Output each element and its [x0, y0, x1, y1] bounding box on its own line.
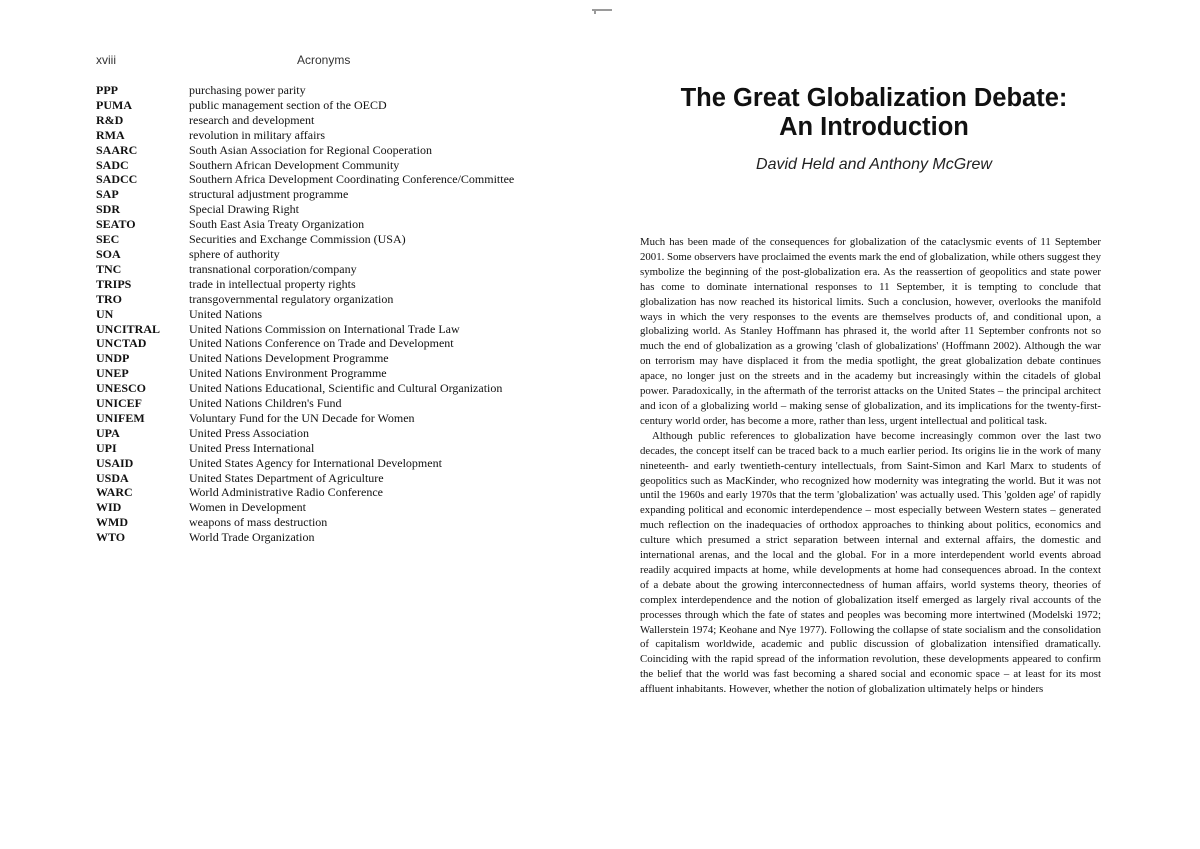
acronym-row — [96, 441, 566, 456]
acronym-abbr: WARC — [96, 485, 133, 500]
acronym-row — [96, 515, 566, 530]
acronym-abbr: USDA — [96, 470, 129, 485]
acronym-definition: transgovernmental regulatory organization — [189, 291, 394, 306]
acronym-definition: structural adjustment programme — [189, 187, 349, 202]
acronym-row — [96, 292, 566, 307]
acronym-row — [96, 217, 566, 232]
acronym-definition: United Nations Educational, Scientific and Cultural Organization — [189, 381, 503, 396]
acronym-row — [96, 396, 566, 411]
left-page-header — [96, 53, 556, 69]
acronym-row — [96, 128, 566, 143]
acronym-abbr: SDR — [96, 202, 121, 217]
acronym-abbr: PPP — [96, 83, 118, 97]
acronym-abbr: UNCTAD — [96, 336, 147, 351]
acronym-definition: revolution in military affairs — [189, 127, 326, 142]
chapter-title — [640, 84, 1108, 142]
chapter-title-line-2: An Introduction — [779, 113, 969, 141]
acronym-abbr: UNICEF — [96, 396, 143, 411]
acronym-abbr: SOA — [96, 246, 121, 261]
chapter-title-line-1: The Great Globalization Debate: — [680, 84, 1068, 112]
acronym-definition: United Press Association — [189, 425, 309, 440]
acronym-row — [96, 456, 566, 471]
acronym-row — [96, 471, 566, 486]
acronym-abbr: UNEP — [96, 366, 129, 381]
acronym-definition: research and development — [189, 112, 315, 127]
chapter-body — [640, 235, 1101, 697]
acronym-abbr: PUMA — [96, 97, 132, 112]
acronym-row — [96, 172, 566, 187]
acronym-row — [96, 83, 566, 98]
acronym-abbr: UNDP — [96, 351, 130, 366]
acronym-definition: Women in Development — [189, 500, 307, 515]
acronym-abbr: SADC — [96, 157, 129, 172]
acronym-abbr: WTO — [96, 530, 126, 545]
acronym-definition: World Trade Organization — [189, 530, 315, 545]
acronym-definition: Special Drawing Right — [189, 202, 299, 217]
acronym-row — [96, 247, 566, 262]
acronym-abbr: UNIFEM — [96, 410, 145, 425]
acronym-list — [96, 83, 566, 545]
acronym-definition: United Nations Commission on International Trade Law — [189, 321, 460, 336]
acronym-definition: weapons of mass destruction — [189, 515, 328, 530]
acronym-row — [96, 336, 566, 351]
acronym-abbr: SADCC — [96, 172, 138, 187]
body-paragraph: Much has been made of the consequences for globalization of the cataclysmic events of 11 September 2001. Some observers have proclaimed the events mark the end of globalization, while others suggest they symbolize the beginning of the post-globalization era. As the reassertion of geopolitics and state power has come to dominate international responses to 11 September, it is tempting to conclude that globalization has now reached its historical limits. Such a conclusion, however, overlooks the manifold ways in which the very responses to the events are themselves products of, and conditional upon, a globalizing world. As Stanley Hoffmann has phrased it, the world after 11 September confronts not so much the end of globalization as a growing 'clash of globalizations' (Hoffmann 2002). Although the war on terrorism may have displaced it from the media spotlight, the great globalization debate continues apace, no longer just on the streets and in the academy but increasingly within the citadels of global power. Paradoxically, in the aftermath of the terrorist attacks on the United States – the principal architect and icon of a globalizing world – making sense of globalization, and its implications for the twenty-first-century world order, has become a more, rather than less, urgent intellectual and political task. — [640, 236, 1101, 427]
acronym-definition: South East Asia Treaty Organization — [189, 217, 365, 232]
acronym-row — [96, 381, 566, 396]
acronym-abbr: TRO — [96, 291, 123, 306]
acronym-abbr: TNC — [96, 261, 122, 276]
acronym-definition: United Nations — [189, 306, 262, 321]
acronym-row — [96, 113, 566, 128]
scan-speck — [592, 8, 614, 14]
acronym-abbr: UN — [96, 306, 114, 321]
acronym-abbr: TRIPS — [96, 276, 132, 291]
acronym-definition: Southern Africa Development Coordinating Conference/Committee — [189, 172, 515, 187]
acronym-abbr: RMA — [96, 127, 125, 142]
acronym-abbr: R&D — [96, 112, 124, 127]
acronym-row — [96, 202, 566, 217]
acronym-row — [96, 351, 566, 366]
acronym-row — [96, 262, 566, 277]
acronym-row — [96, 530, 566, 545]
acronym-abbr: UNESCO — [96, 381, 147, 396]
acronym-definition: United Nations Conference on Trade and Development — [189, 336, 454, 351]
acronym-row — [96, 426, 566, 441]
acronym-row — [96, 187, 566, 202]
acronym-definition: United Press International — [189, 440, 315, 455]
acronym-definition: United Nations Development Programme — [189, 351, 389, 366]
acronym-row — [96, 277, 566, 292]
acronym-row — [96, 158, 566, 173]
body-paragraph: Although public references to globalization have become increasingly common over the last two decades, the concept itself can be traced back to a much earlier period. Its origins lie in the work of many nineteenth- and early twentieth-century intellectuals, from Saint-Simon and Karl Marx to students of geopolitics such as MacKinder, who recognized how modernity was integrating the world. But it was not until the 1960s and early 1970s that the term 'globalization' was actually used. This 'golden age' of rapidly expanding political and economic interdependence – most especially between Western states – generated much reflection on the inadequacies of orthodox approaches to thinking about politics, economics and culture which presumed a strict separation between internal and external affairs, the domestic and international arenas, and the local and the global. For in a more interdependent world events abroad readily acquired impacts at home, while developments at home had consequences abroad. In the context of a debate about the growing interconnectedness of human affairs, world systems theory, theories of complex interdependence and the notion of globalization itself emerged as largely rival accounts of the processes through which the fate of states and peoples was becoming more intertwined (Modelski 1972; Wallerstein 1974; Keohane and Nye 1977). Following the collapse of state socialism and the consolidation of capitalism worldwide, academic and public discussion of globalization intensified dramatically. Coinciding with the rapid spread of the information revolution, these developments appeared to confirm the belief that the world was fast becoming a shared social and economic space – at least for its most affluent inhabitants. However, whether the notion of globalization ultimately helps or hinders — [640, 429, 1101, 696]
acronym-definition: sphere of authority — [189, 246, 280, 261]
acronym-row — [96, 366, 566, 381]
acronym-abbr: UPI — [96, 440, 117, 455]
acronym-definition: United Nations Children's Fund — [189, 396, 342, 411]
acronym-abbr: SEC — [96, 232, 120, 247]
acronym-definition: United States Department of Agriculture — [189, 470, 384, 485]
acronym-row — [96, 143, 566, 158]
acronym-definition: purchasing power parity — [189, 83, 306, 97]
acronym-abbr: WMD — [96, 515, 128, 530]
acronym-abbr: SEATO — [96, 217, 136, 232]
acronym-abbr: UPA — [96, 425, 120, 440]
acronym-abbr: UNCITRAL — [96, 321, 161, 336]
acronym-definition: Southern African Development Community — [189, 157, 400, 172]
acronym-abbr: SAP — [96, 187, 119, 202]
page-number: xviii — [96, 53, 116, 67]
acronym-definition: United Nations Environment Programme — [189, 366, 387, 381]
acronym-abbr: USAID — [96, 455, 134, 470]
acronym-abbr: SAARC — [96, 142, 138, 157]
acronym-row — [96, 232, 566, 247]
acronym-row — [96, 307, 566, 322]
acronym-row — [96, 98, 566, 113]
acronym-row — [96, 500, 566, 515]
acronym-definition: public management section of the OECD — [189, 97, 387, 112]
running-title: Acronyms — [297, 53, 351, 67]
acronym-definition: World Administrative Radio Conference — [189, 485, 383, 500]
acronym-abbr: WID — [96, 500, 122, 515]
acronym-definition: Securities and Exchange Commission (USA) — [189, 232, 406, 247]
acronym-definition: Voluntary Fund for the UN Decade for Women — [189, 410, 415, 425]
acronym-definition: transnational corporation/company — [189, 261, 357, 276]
acronym-row — [96, 485, 566, 500]
acronym-row — [96, 411, 566, 426]
acronym-definition: South Asian Association for Regional Cooperation — [189, 142, 432, 157]
acronym-definition: trade in intellectual property rights — [189, 276, 356, 291]
chapter-authors: David Held and Anthony McGrew — [756, 156, 992, 173]
acronym-row — [96, 322, 566, 337]
acronym-definition: United States Agency for International Development — [189, 455, 442, 470]
